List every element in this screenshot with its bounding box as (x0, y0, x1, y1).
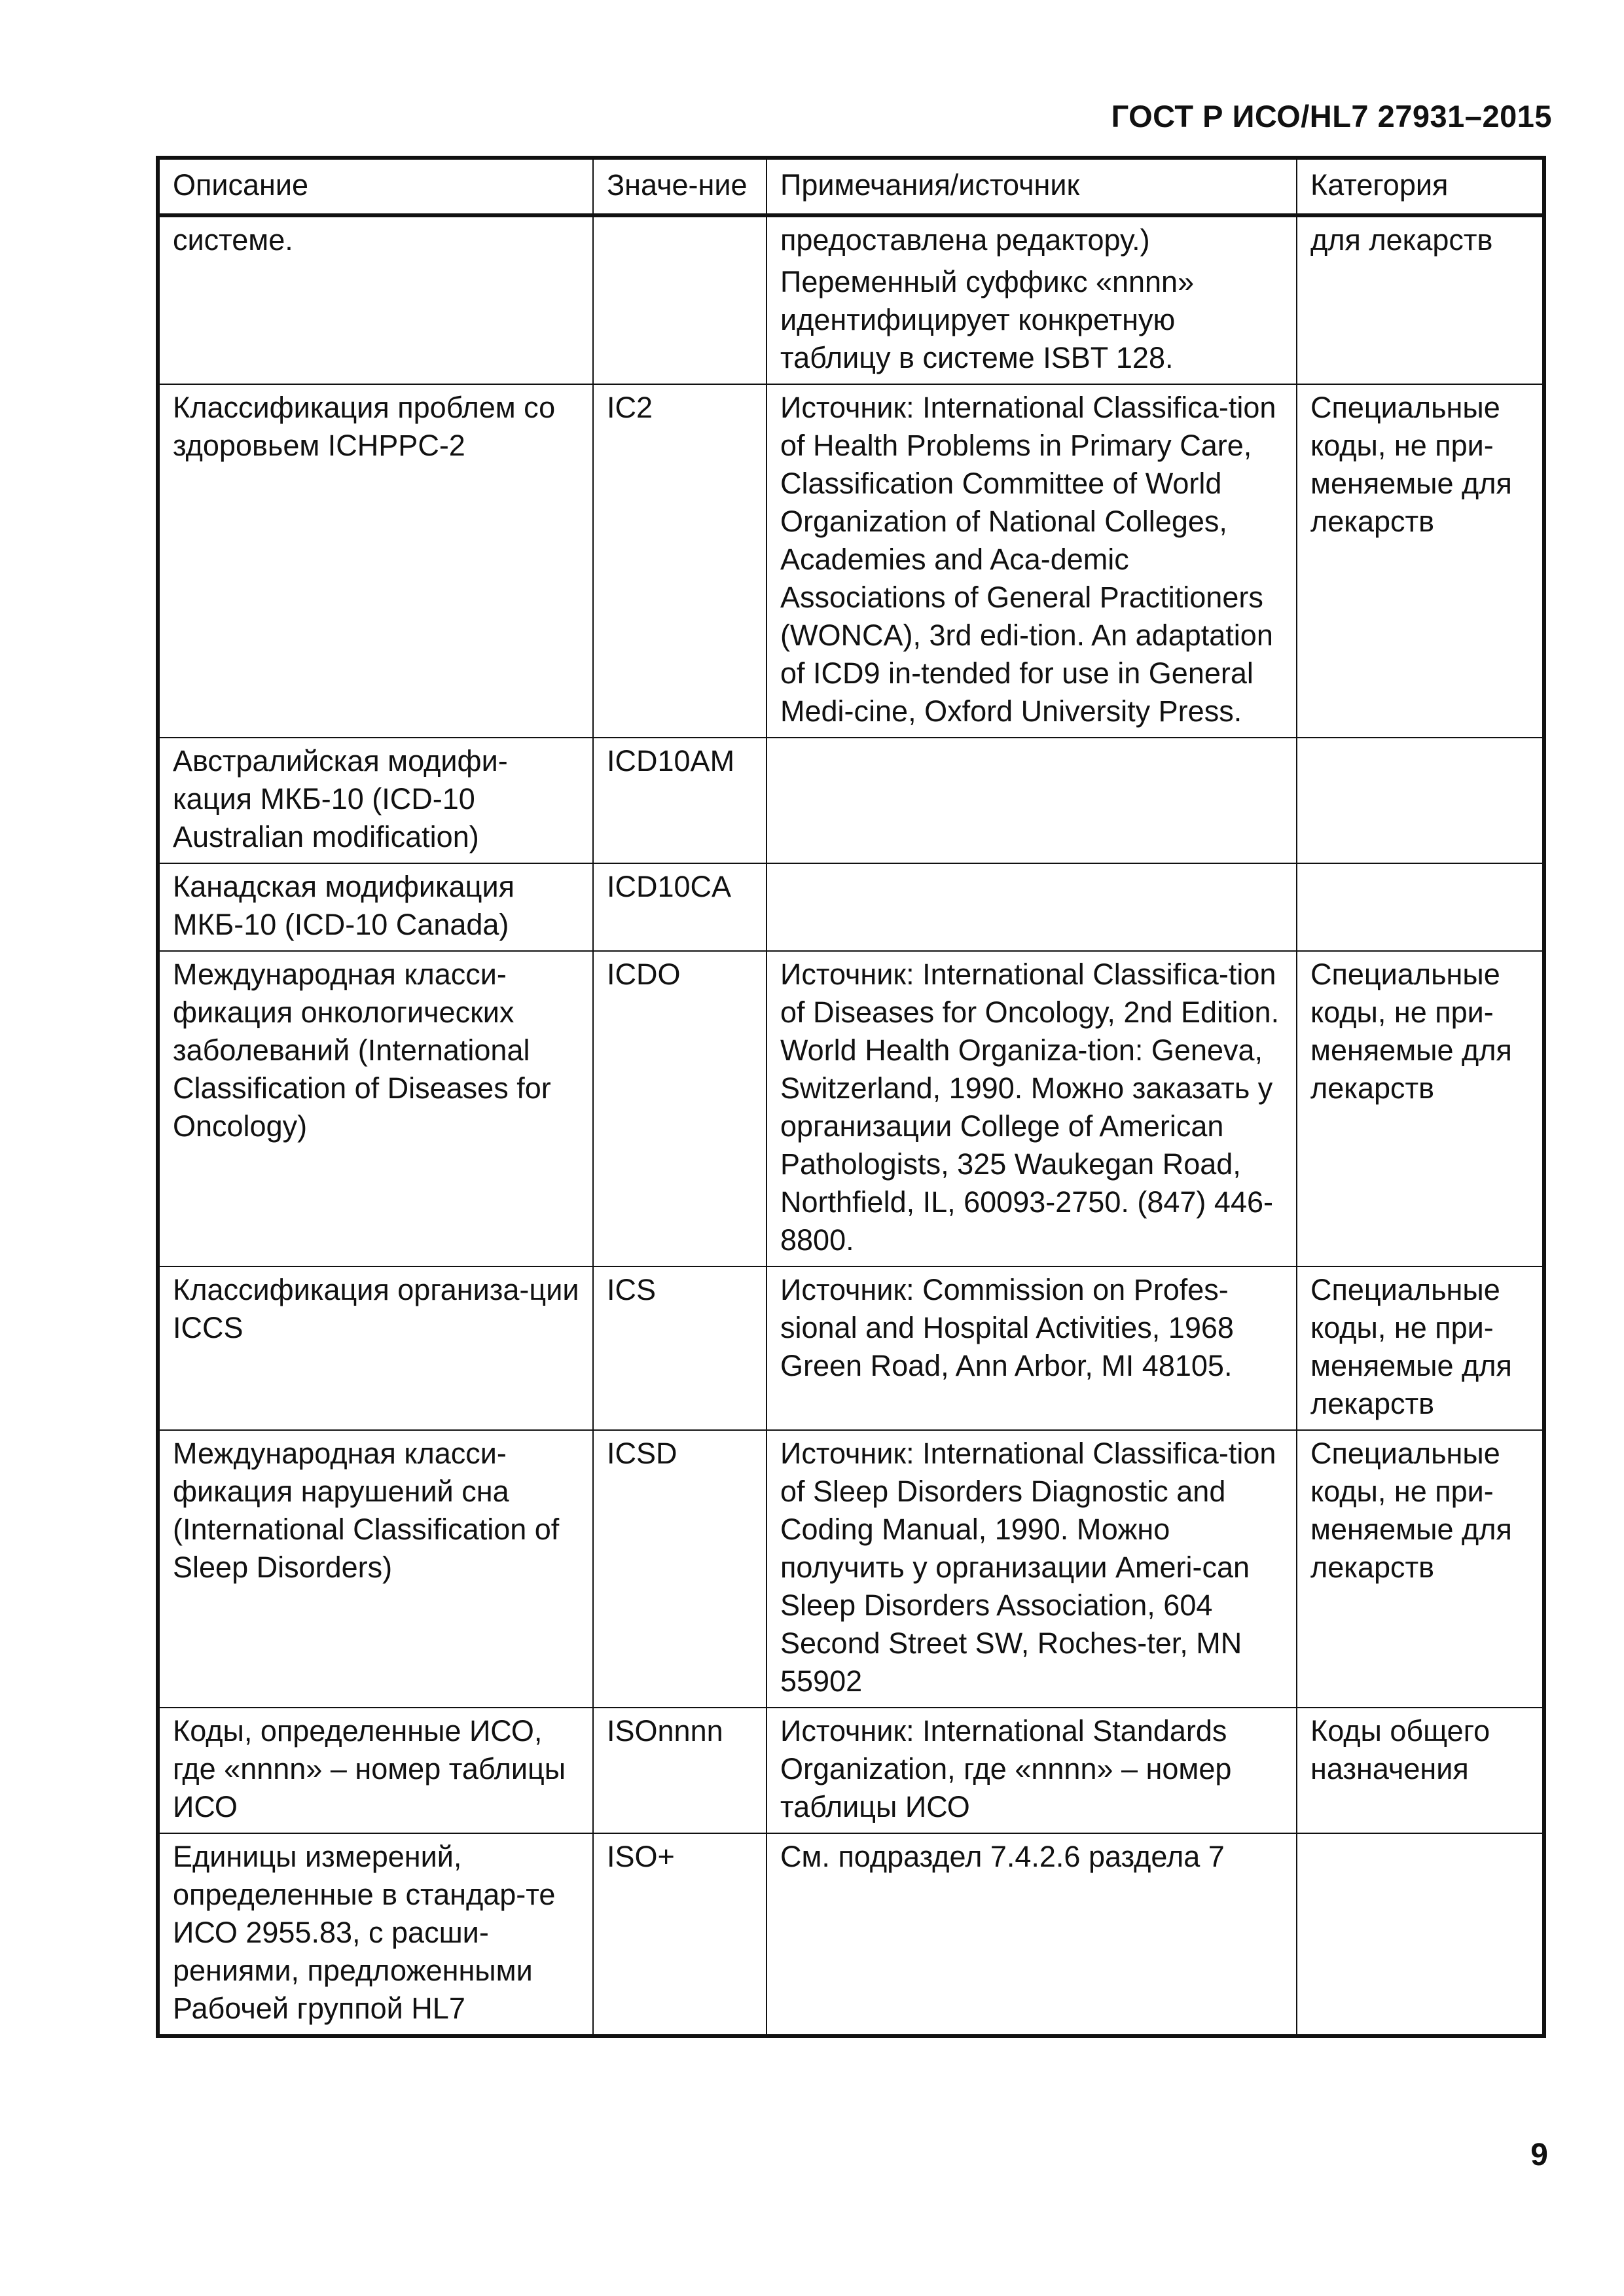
table-row (158, 951, 1544, 1266)
category-cell (1297, 863, 1544, 951)
value-cell: ISOnnnn (593, 1708, 767, 1833)
category-cell: Специальные коды, не при-меняемые для лекарств (1297, 1430, 1544, 1708)
column-header-notes: Примечания/источник (767, 158, 1297, 215)
table-row (158, 1266, 1544, 1430)
column-header-value: Значе-ние (593, 158, 767, 215)
description-cell: Классификация проблем со здоровьем ICHPPC-2 (158, 384, 593, 738)
page-number: 9 (1530, 2138, 1548, 2172)
column-header-category: Категория (1297, 158, 1544, 215)
table-row (158, 384, 1544, 738)
category-cell: Специальные коды, не при-меняемые для лекарств (1297, 951, 1544, 1266)
value-cell: ISO+ (593, 1833, 767, 2036)
description-cell: Австралийская модифи-кация МКБ-10 (ICD-10 Australian modification) (158, 738, 593, 863)
description-cell: Классификация организа-ции ICCS (158, 1266, 593, 1430)
document-code-header: ГОСТ Р ИСО/HL7 27931–2015 (1111, 99, 1552, 134)
table-row (158, 1833, 1544, 2036)
notes-cell: Источник: International Classifica-tion of Sleep Disorders Diagnostic and Coding Manual, 1990. Можно получить у организации Ameri-can Sleep Disorders Association, 604 Second Street SW, Roches-ter, MN 55902 (767, 1430, 1297, 1708)
description-cell: Канадская модификация МКБ-10 (ICD-10 Canada) (158, 863, 593, 951)
description-cell: Международная класси-фикация нарушений сна (International Classification of Sleep Disorders) (158, 1430, 593, 1708)
value-cell: ICD10CA (593, 863, 767, 951)
notes-cell: Источник: International Classifica-tion of Diseases for Oncology, 2nd Edition. World Health Organiza-tion: Geneva, Switzerland, 1990. Можно заказать у организации College of American Pathologists, 325 Waukegan Road, Northfield, IL, 60093-2750. (847) 446-8800. (767, 951, 1297, 1266)
value-cell: ICSD (593, 1430, 767, 1708)
value-cell: IC2 (593, 384, 767, 738)
table-row (158, 215, 1544, 384)
notes-cell: Источник: Commission on Profes-sional and Hospital Activities, 1968 Green Road, Ann Arbor, MI 48105. (767, 1266, 1297, 1430)
value-cell: ICS (593, 1266, 767, 1430)
notes-cell (767, 215, 1297, 384)
table-row (158, 863, 1544, 951)
description-cell: Единицы измерений, определенные в стандар-те ИСО 2955.83, с расши-рениями, предложенными Рабочей группой HL7 (158, 1833, 593, 2036)
notes-cell (767, 863, 1297, 951)
table-row (158, 738, 1544, 863)
column-header-description: Описание (158, 158, 593, 215)
category-cell: Специальные коды, не при-меняемые для лекарств (1297, 1266, 1544, 1430)
notes-cell (767, 738, 1297, 863)
description-cell: Международная класси-фикация онкологических заболеваний (International Classification of Diseases for Oncology) (158, 951, 593, 1266)
table-row (158, 1708, 1544, 1833)
table-header-row (158, 158, 1544, 215)
notes-line: предоставлена редактору.) (780, 223, 1150, 257)
category-cell: Специальные коды, не при-меняемые для лекарств (1297, 384, 1544, 738)
notes-line: Переменный суффикс «nnnn» идентифицирует конкретную таблицу в системе ISBT 128. (780, 265, 1195, 374)
value-cell: ICDO (593, 951, 767, 1266)
description-cell: Коды, определенные ИСО, где «nnnn» – номер таблицы ИСО (158, 1708, 593, 1833)
category-cell (1297, 1833, 1544, 2036)
category-cell: Коды общего назначения (1297, 1708, 1544, 1833)
description-cell: системе. (158, 215, 593, 384)
category-cell: для лекарств (1297, 215, 1544, 384)
category-cell (1297, 738, 1544, 863)
notes-cell: Источник: International Classifica-tion of Health Problems in Primary Care, Classification Committee of World Organization of National Colleges, Academies and Aca-demic Associations of General Practitioners (WONCA), 3rd edi-tion. An adaptation of ICD9 in-tended for use in General Medi-cine, Oxford University Press. (767, 384, 1297, 738)
value-cell (593, 215, 767, 384)
notes-cell: См. подраздел 7.4.2.6 раздела 7 (767, 1833, 1297, 2036)
table-body (158, 215, 1544, 2036)
notes-cell: Источник: International Standards Organization, где «nnnn» – номер таблицы ИСО (767, 1708, 1297, 1833)
table-row (158, 1430, 1544, 1708)
value-cell: ICD10AM (593, 738, 767, 863)
code-systems-table (156, 156, 1546, 2038)
